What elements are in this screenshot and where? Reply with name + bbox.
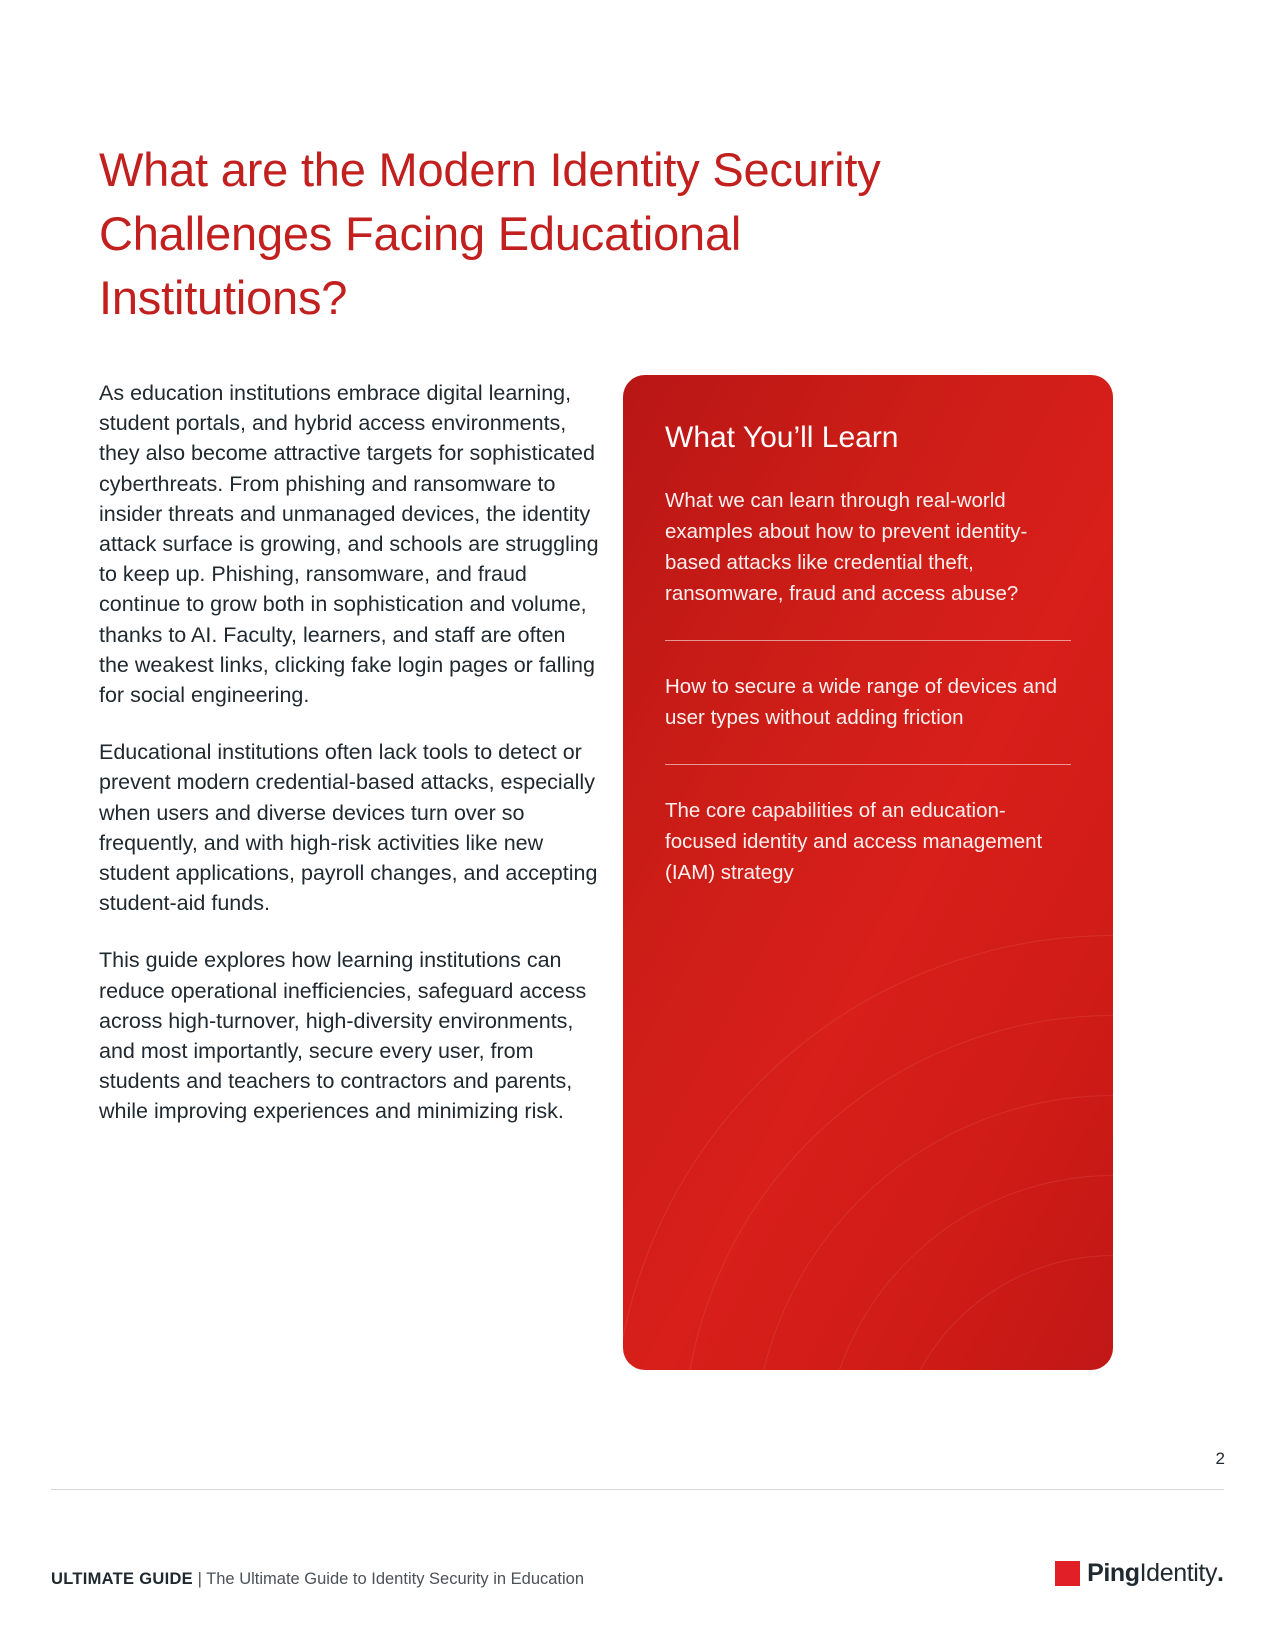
body-column — [99, 378, 599, 1127]
callout-item-2: How to secure a wide range of devices and user types without adding friction — [665, 675, 1058, 729]
decorative-arc-icon — [823, 1175, 1113, 1370]
footer-label: ULTIMATE GUIDE — [51, 1570, 193, 1588]
footer-divider — [51, 1489, 1224, 1490]
footer-subtitle: The Ultimate Guide to Identity Security in Education — [206, 1570, 585, 1588]
ping-square-icon — [1055, 1561, 1080, 1586]
decorative-arc-icon — [753, 1095, 1113, 1370]
callout-title: What You’ll Learn — [665, 421, 899, 454]
ping-identity-logo — [1055, 1560, 1224, 1586]
callout-divider — [665, 764, 1071, 765]
brand-word-ping: Ping — [1087, 1559, 1140, 1587]
body-paragraph-3: This guide explores how learning institutions can reduce operational inefficiencies, safeguard access across high-turnover, high-diversity environments, and most importantly, secure every user, from students and teachers to contractors and parents, while improving experiences and minimizing risk. — [99, 948, 587, 1124]
brand-wordmark — [1087, 1560, 1224, 1586]
body-paragraph-2: Educational institutions often lack tools to detect or prevent modern credential-based attacks, especially when users and diverse devices turn over so frequently, and with high-risk activities like new student applications, payroll changes, and accepting student-aid funds. — [99, 740, 598, 916]
callout-item-1: What we can learn through real-world examples about how to prevent identity-based attacks like credential theft, ransomware, fraud and access abuse? — [665, 489, 1028, 605]
footer-separator: | — [193, 1570, 207, 1588]
page-title: What are the Modern Identity Security Challenges Facing Educational Institutions? — [99, 143, 881, 324]
body-paragraph-1: As education institutions embrace digital learning, student portals, and hybrid access environments, they also become attractive targets for sophisticated cyberthreats. From phishing and ransomware to insider threats and unmanaged devices, the identity attack surface is growing, and schools are struggling to keep up. Phishing, ransomware, and fraud continue to grow both in sophistication and volume, thanks to AI. Faculty, learners, and staff are often the weakest links, clicking fake login pages or falling for social engineering. — [99, 381, 599, 708]
callout-item-3: The core capabilities of an education-focused identity and access management (IAM) strategy — [665, 799, 1043, 884]
page-number: 2 — [1215, 1449, 1225, 1468]
brand-trademark: . — [1217, 1559, 1224, 1587]
brand-word-identity: Identity — [1139, 1559, 1218, 1587]
callout-content — [623, 375, 1113, 888]
what-you-will-learn-panel — [623, 375, 1113, 1370]
callout-divider — [665, 640, 1071, 641]
decorative-arc-icon — [683, 1015, 1113, 1370]
footer-caption — [51, 1568, 584, 1590]
decorative-arc-icon — [893, 1255, 1113, 1370]
decorative-arc-icon — [623, 935, 1113, 1370]
